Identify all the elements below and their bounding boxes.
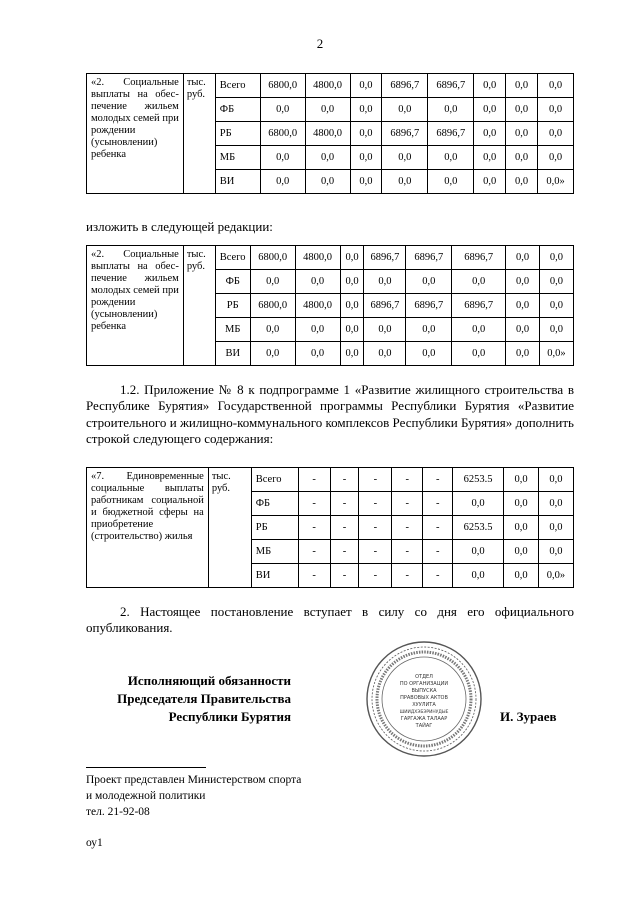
- value-cell: 0,0: [295, 270, 340, 294]
- value-cell: -: [359, 564, 392, 588]
- value-cell: 0,0: [260, 170, 305, 194]
- value-cell: 0,0: [305, 170, 350, 194]
- unit-cell: тыс. руб.: [183, 246, 215, 366]
- transition-text: изложить в следующей редакции:: [86, 219, 273, 234]
- value-cell: 0,0: [506, 122, 538, 146]
- value-cell: 0,0: [506, 98, 538, 122]
- signatory-title-line: Республики Бурятия: [168, 709, 291, 724]
- value-cell: -: [423, 564, 453, 588]
- value-cell: -: [359, 468, 392, 492]
- value-cell: 0,0: [340, 318, 364, 342]
- source-cell: РБ: [215, 294, 250, 318]
- signatory-title-line: Исполняющий обязанности: [127, 673, 291, 688]
- value-cell: 0,0: [539, 294, 573, 318]
- value-cell: 0,0: [350, 74, 382, 98]
- value-cell: 0,0: [538, 492, 573, 516]
- value-cell: 0,0: [406, 270, 452, 294]
- source-cell: ФБ: [215, 98, 260, 122]
- value-cell: -: [298, 516, 330, 540]
- value-cell: 6896,7: [406, 294, 452, 318]
- footnote-divider: [86, 767, 206, 768]
- value-cell: 4800,0: [295, 294, 340, 318]
- value-cell: 0,0: [260, 98, 305, 122]
- value-cell: 0,0: [340, 294, 364, 318]
- value-cell: -: [423, 516, 453, 540]
- value-cell: 0,0: [453, 564, 504, 588]
- value-cell: 6800,0: [260, 74, 305, 98]
- seal-text: ПРАВОВЫХ АКТОВ: [400, 695, 448, 701]
- value-cell: 0,0: [506, 342, 540, 366]
- value-cell: 6896,7: [364, 294, 406, 318]
- official-seal: [365, 640, 483, 758]
- value-cell: 0,0: [506, 294, 540, 318]
- value-cell: 0,0: [538, 122, 574, 146]
- value-cell: 6800,0: [250, 246, 295, 270]
- source-cell: МБ: [251, 540, 298, 564]
- source-cell: МБ: [215, 146, 260, 170]
- table-row: [87, 468, 574, 492]
- value-cell: 0,0: [538, 516, 573, 540]
- value-cell: 0,0: [382, 146, 428, 170]
- value-cell: 0,0: [506, 146, 538, 170]
- value-cell: 6253.5: [453, 468, 504, 492]
- value-cell: -: [392, 492, 423, 516]
- value-cell: 6800,0: [260, 122, 305, 146]
- value-cell: 0,0: [474, 146, 506, 170]
- value-cell: 0,0: [538, 98, 574, 122]
- value-cell: 0,0: [538, 540, 573, 564]
- value-cell: 0,0: [506, 74, 538, 98]
- row-description: «2. Социальные выплаты на обеспечение жильем молодых семей при рождении (усыновлении) ребенка: [87, 74, 184, 194]
- value-cell: 0,0»: [538, 564, 573, 588]
- value-cell: 6896,7: [364, 246, 406, 270]
- value-cell: 0,0: [474, 122, 506, 146]
- value-cell: 0,0: [350, 170, 382, 194]
- value-cell: 0,0: [305, 98, 350, 122]
- value-cell: -: [330, 492, 359, 516]
- seal-text: ШИИДХЭБЭРИНУДЫЕ: [399, 710, 449, 715]
- value-cell: 0,0: [452, 342, 506, 366]
- value-cell: 0,0: [305, 146, 350, 170]
- value-cell: 0,0: [295, 342, 340, 366]
- footnote-line: тел. 21-92-08: [86, 806, 150, 818]
- value-cell: 0,0: [452, 270, 506, 294]
- value-cell: 0,0: [340, 246, 364, 270]
- seal-text: ХУУЛИТА: [412, 702, 436, 708]
- seal-text: ПО ОРГАНИЗАЦИИ: [399, 681, 449, 687]
- source-cell: Всего: [215, 74, 260, 98]
- value-cell: 0,0: [406, 342, 452, 366]
- value-cell: 0,0: [340, 342, 364, 366]
- value-cell: 0,0: [250, 270, 295, 294]
- source-cell: ВИ: [215, 342, 250, 366]
- value-cell: 0,0: [506, 318, 540, 342]
- value-cell: 0,0: [504, 516, 539, 540]
- value-cell: -: [423, 468, 453, 492]
- source-cell: МБ: [215, 318, 250, 342]
- footnote: [86, 772, 301, 820]
- value-cell: -: [392, 468, 423, 492]
- value-cell: 4800,0: [295, 246, 340, 270]
- value-cell: 4800,0: [305, 74, 350, 98]
- value-cell: 0,0: [382, 98, 428, 122]
- value-cell: 0,0: [539, 318, 573, 342]
- seal-text: ТАЙАГ: [415, 723, 433, 729]
- seal-text: ОТДЕЛ: [415, 674, 433, 680]
- page-number: 2: [316, 36, 324, 51]
- value-cell: 6896,7: [382, 122, 428, 146]
- value-cell: 0,0: [506, 270, 540, 294]
- row-description: «2. Социальные выплаты на обеспечение жильем молодых семей при рождении (усыновлении) ребенка: [87, 246, 184, 366]
- value-cell: 6896,7: [452, 294, 506, 318]
- value-cell: 0,0: [504, 564, 539, 588]
- value-cell: 0,0: [506, 170, 538, 194]
- value-cell: 0,0»: [538, 170, 574, 194]
- value-cell: 0,0: [504, 540, 539, 564]
- original-funding-table: [86, 73, 574, 194]
- paragraph-1-2: 1.2. Приложение № 8 к подпрограмме 1 «Развитие жилищного строительства в Республике Бурятия» Государственной программы Республики Бурятия «Развитие строительного и жилищно-коммунального комплексов Республики Бурятия» дополнить строкой следующего содержания:: [86, 382, 574, 447]
- value-cell: -: [298, 564, 330, 588]
- table-row: [87, 246, 574, 270]
- value-cell: 0,0: [453, 492, 504, 516]
- source-cell: РБ: [215, 122, 260, 146]
- value-cell: 0,0: [382, 170, 428, 194]
- value-cell: -: [330, 564, 359, 588]
- source-cell: Всего: [215, 246, 250, 270]
- value-cell: 0,0: [452, 318, 506, 342]
- value-cell: 6896,7: [382, 74, 428, 98]
- value-cell: 0,0: [428, 98, 474, 122]
- seal-text: ГАРГАЖА ТАЛААР: [400, 716, 448, 722]
- value-cell: 0,0: [260, 146, 305, 170]
- table-row: [87, 74, 574, 98]
- unit-cell: тыс. руб.: [208, 468, 251, 588]
- value-cell: 6896,7: [428, 122, 474, 146]
- value-cell: 0,0: [538, 146, 574, 170]
- value-cell: 0,0: [364, 342, 406, 366]
- value-cell: 0,0: [295, 318, 340, 342]
- value-cell: 0,0: [350, 122, 382, 146]
- document-code: оу1: [86, 837, 103, 849]
- value-cell: -: [359, 516, 392, 540]
- value-cell: 0,0: [474, 170, 506, 194]
- value-cell: 0,0: [250, 342, 295, 366]
- signatory-title: [86, 672, 291, 726]
- revised-funding-table: [86, 245, 574, 366]
- value-cell: -: [298, 468, 330, 492]
- source-cell: ВИ: [215, 170, 260, 194]
- value-cell: 0,0: [364, 270, 406, 294]
- value-cell: -: [330, 516, 359, 540]
- source-cell: Всего: [251, 468, 298, 492]
- value-cell: 0,0: [538, 74, 574, 98]
- source-cell: ФБ: [251, 492, 298, 516]
- value-cell: -: [423, 540, 453, 564]
- value-cell: 0,0: [428, 170, 474, 194]
- row-description: «7. Единовременные социальные выплаты работникам социальной и бюджетной сферы на приобретение (строительство) жилья: [87, 468, 209, 588]
- value-cell: 0,0: [504, 492, 539, 516]
- value-cell: -: [392, 540, 423, 564]
- value-cell: 0,0: [539, 270, 573, 294]
- value-cell: 0,0: [350, 98, 382, 122]
- value-cell: -: [392, 516, 423, 540]
- seal-text: ВЫПУСКА: [411, 688, 437, 694]
- paragraph-2: 2. Настоящее постановление вступает в силу со дня его официального опубликования.: [86, 604, 574, 636]
- value-cell: 0,0: [250, 318, 295, 342]
- value-cell: 6896,7: [452, 246, 506, 270]
- value-cell: 0,0: [504, 468, 539, 492]
- value-cell: 0,0: [340, 270, 364, 294]
- value-cell: 6253.5: [453, 516, 504, 540]
- value-cell: 0,0: [539, 246, 573, 270]
- unit-cell: тыс. руб.: [183, 74, 215, 194]
- value-cell: 0,0: [474, 74, 506, 98]
- value-cell: 0,0: [453, 540, 504, 564]
- value-cell: 0,0: [406, 318, 452, 342]
- source-cell: РБ: [251, 516, 298, 540]
- value-cell: 6896,7: [428, 74, 474, 98]
- value-cell: -: [298, 540, 330, 564]
- value-cell: 6800,0: [250, 294, 295, 318]
- footnote-line: Проект представлен Министерством спорта: [86, 774, 302, 786]
- value-cell: 0,0: [506, 246, 540, 270]
- value-cell: -: [359, 540, 392, 564]
- value-cell: -: [298, 492, 330, 516]
- added-row-table: [86, 467, 574, 588]
- value-cell: -: [423, 492, 453, 516]
- value-cell: 0,0: [350, 146, 382, 170]
- signatory-title-line: Председателя Правительства: [117, 691, 291, 706]
- source-cell: ФБ: [215, 270, 250, 294]
- value-cell: 0,0: [474, 98, 506, 122]
- value-cell: 4800,0: [305, 122, 350, 146]
- value-cell: -: [359, 492, 392, 516]
- value-cell: 0,0: [538, 468, 573, 492]
- value-cell: -: [330, 468, 359, 492]
- signatory-name: И. Зураев: [500, 709, 557, 724]
- value-cell: 0,0: [364, 318, 406, 342]
- value-cell: -: [392, 564, 423, 588]
- footnote-line: и молодежной политики: [86, 790, 206, 802]
- value-cell: 0,0»: [539, 342, 573, 366]
- value-cell: 0,0: [428, 146, 474, 170]
- value-cell: -: [330, 540, 359, 564]
- source-cell: ВИ: [251, 564, 298, 588]
- value-cell: 6896,7: [406, 246, 452, 270]
